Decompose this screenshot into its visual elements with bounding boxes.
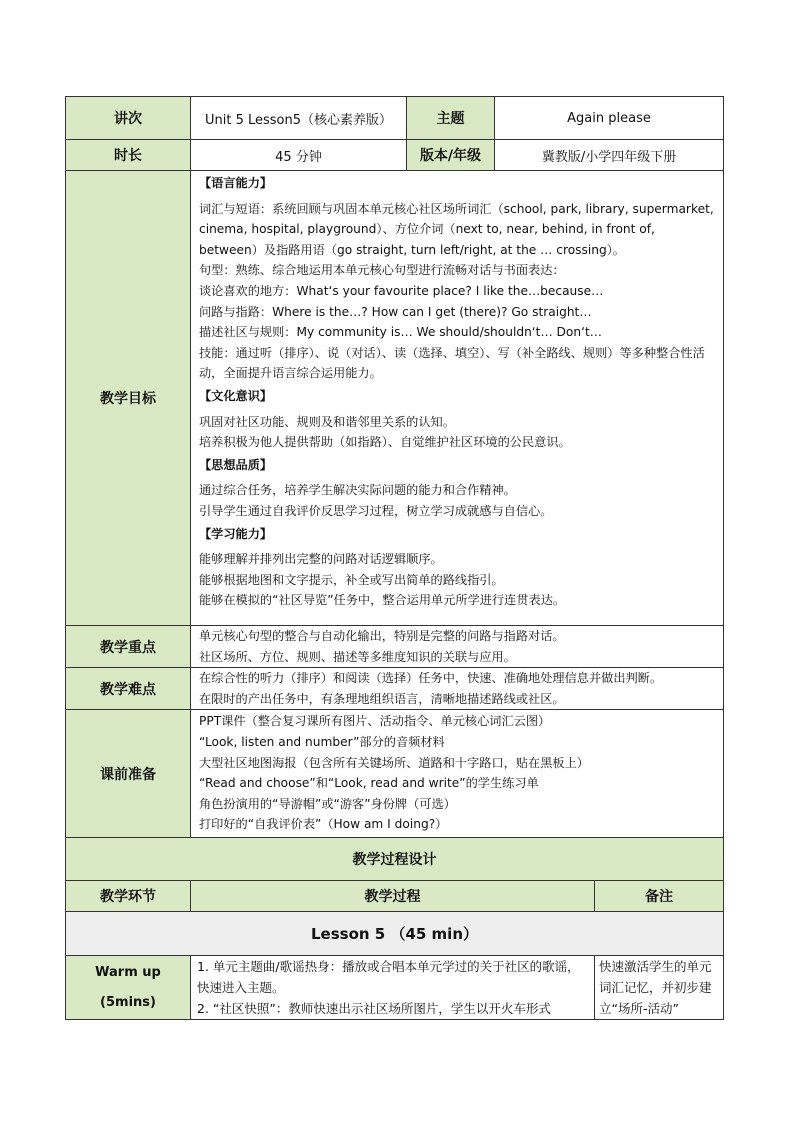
- warmup-step: [66, 956, 191, 1020]
- difficulties-label: 教学难点: [66, 668, 191, 710]
- objective-line: 技能：通过听（排序）、说（对话）、读（选择、填空）、写（补全路线、规则）等多种整合性活动，全面提升语言综合运用能力。: [199, 345, 705, 381]
- lesson-title: Lesson 5 （45 min）: [66, 912, 724, 956]
- warmup-time: (5mins): [100, 995, 156, 1011]
- preparation-content: [191, 710, 724, 838]
- objective-line: 能够根据地图和文字提示，补全或写出简单的路线指引。: [199, 572, 504, 587]
- section-title: 【学习能力】: [199, 526, 273, 541]
- objective-line: 引导学生通过自我评价反思学习过程，树立学习成就感与自信心。: [199, 503, 553, 518]
- key-point-line: 社区场所、方位、规则、描述等多维度知识的关联与应用。: [199, 649, 516, 664]
- section-title: 【文化意识】: [199, 388, 273, 403]
- key-point-line: 单元核心句型的整合与自动化输出，特别是完整的问路与指路对话。: [199, 629, 565, 643]
- warmup-line: 1. 单元主题曲/歌谣热身：播放或合唱本单元学过的关于社区的歌谣，快速进入主题。: [197, 959, 580, 996]
- warmup-process: [191, 956, 595, 1020]
- section-title: 【思想品质】: [199, 457, 273, 472]
- process-design-title: 教学过程设计: [66, 838, 724, 881]
- edition-value: 冀教版/小学四年级下册: [495, 140, 724, 171]
- objective-section: [199, 386, 717, 453]
- col-process-header: 教学过程: [191, 881, 595, 912]
- objective-line: 句型：熟练、综合地运用本单元核心句型进行流畅对话与书面表达：: [199, 263, 565, 278]
- preparation-label: 课前准备: [66, 710, 191, 838]
- duration-value: 45 分钟: [191, 140, 407, 171]
- preparation-line: “Read and choose”和“Look, read and write”的学生练习单: [199, 776, 539, 791]
- warmup-note: 快速激活学生的单元词汇记忆，并初步建立“场所-活动”: [595, 956, 724, 1020]
- warmup-name: Warm up: [95, 965, 161, 981]
- theme-value: Again please: [495, 97, 724, 140]
- difficulty-line: 在综合性的听力（排序）和阅读（选择）任务中，快速、准确地处理信息并做出判断。: [199, 671, 663, 686]
- objective-line: 描述社区与规则：My community is… We should/shouldn‘t… Don‘t…: [199, 325, 602, 340]
- preparation-line: PPT课件（整合复习课所有图片、活动指令、单元核心词汇云图）: [199, 714, 551, 729]
- objective-line: 能够在模拟的“社区导览”任务中，整合运用单元所学进行连贯表达。: [199, 593, 566, 608]
- edition-label: 版本/年级: [407, 140, 495, 171]
- difficulties-content: [191, 668, 724, 710]
- objectives-label: 教学目标: [66, 171, 191, 626]
- objective-section: [199, 173, 717, 384]
- objective-line: 词汇与短语：系统回顾与巩固本单元核心社区场所词汇（school, park, library, supermarket, cinema, hospital, playground）、方位介词（next to, near, behind, in front of, between）及指路用语（go straight, turn left/right, at the … crossing）。: [199, 201, 714, 257]
- objective-section: [199, 455, 717, 522]
- col-step-header: 教学环节: [66, 881, 191, 912]
- key-points-content: [191, 626, 724, 668]
- duration-label: 时长: [66, 140, 191, 171]
- section-title: 【语言能力】: [199, 176, 273, 190]
- lecture-value: Unit 5 Lesson5（核心素养版）: [191, 97, 407, 140]
- objective-line: 能够理解并排列出完整的问路对话逻辑顺序。: [199, 552, 443, 567]
- lecture-label: 讲次: [66, 97, 191, 140]
- objective-line: 问路与指路：Where is the…? How can I get (there)? Go straight…: [199, 304, 592, 319]
- objective-line: 通过综合任务，培养学生解决实际问题的能力和合作精神。: [199, 483, 516, 498]
- objectives-content: [191, 171, 724, 626]
- objective-section: [199, 524, 717, 611]
- warmup-line: 2. “社区快照”：教师快速出示社区场所图片，学生以开火车形式: [197, 1001, 551, 1017]
- preparation-line: 角色扮演用的“导游帽”或“游客”身份牌（可选）: [199, 796, 456, 811]
- theme-label: 主题: [407, 97, 495, 140]
- preparation-line: “Look, listen and number”部分的音频材料: [199, 734, 445, 749]
- objective-line: 巩固对社区功能、规则及和谐邻里关系的认知。: [199, 414, 455, 429]
- objective-line: 培养积极为他人提供帮助（如指路）、自觉维护社区环境的公民意识。: [199, 435, 571, 450]
- objective-line: 谈论喜欢的地方：What‘s your favourite place? I like the…because…: [199, 283, 604, 298]
- lesson-plan-table: [65, 96, 724, 1020]
- difficulty-line: 在限时的产出任务中，有条理地组织语言，清晰地描述路线或社区。: [199, 691, 565, 706]
- col-note-header: 备注: [595, 881, 724, 912]
- key-points-label: 教学重点: [66, 626, 191, 668]
- preparation-line: 打印好的“自我评价表”（How am I doing?）: [199, 817, 448, 832]
- preparation-line: 大型社区地图海报（包含所有关键场所、道路和十字路口，贴在黑板上）: [199, 755, 589, 770]
